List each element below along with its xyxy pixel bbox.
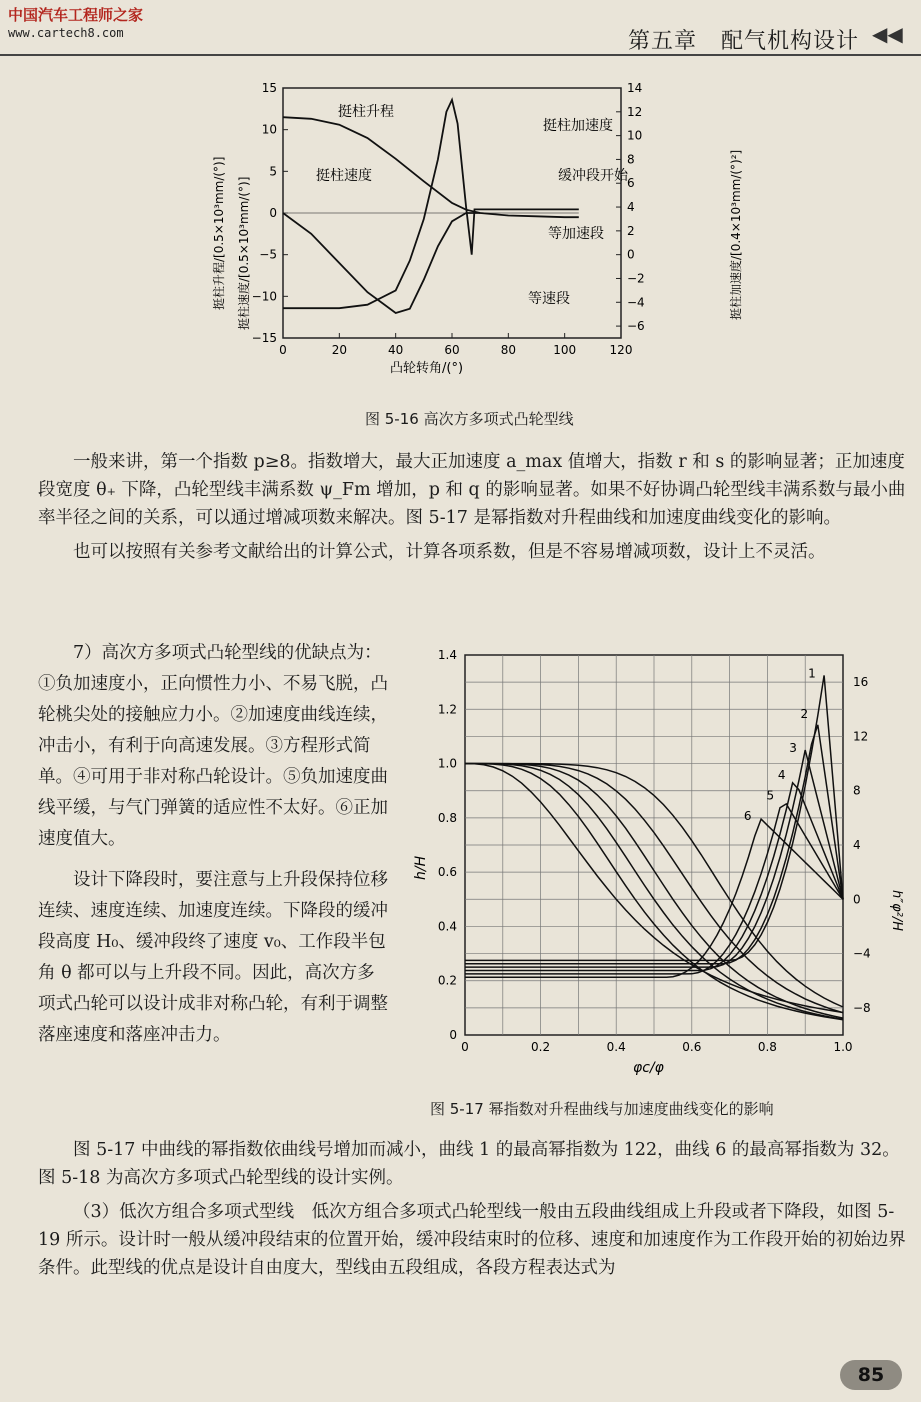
y-tick-label-517: 1.0 bbox=[437, 756, 457, 771]
y-tick-label-517: 0.2 bbox=[437, 973, 457, 988]
y-tick-label-517: 1.2 bbox=[437, 702, 457, 717]
left-tick-label: −10 bbox=[251, 289, 277, 304]
paragraph-2: 也可以按照有关参考文献给出的计算公式，计算各项系数，但是不容易增减项数，设计上不灵活。 bbox=[73, 542, 826, 562]
y-tick-label-517: 0.8 bbox=[437, 810, 457, 825]
curve-label-4: 4 bbox=[777, 768, 786, 783]
x-tick-label-517: 0 bbox=[461, 1040, 469, 1054]
chapter-number: 第五章 bbox=[628, 29, 698, 54]
annotation-accel: 挺柱加速度 bbox=[543, 118, 613, 134]
right-tick-label: −6 bbox=[627, 319, 645, 334]
left-tick-label: 15 bbox=[261, 81, 277, 95]
annotation-buffer-start: 缓冲段开始 bbox=[558, 168, 628, 184]
left-tick-label: −5 bbox=[259, 247, 277, 262]
x-tick-label: 20 bbox=[331, 343, 347, 357]
y-tick-label-517: 0.4 bbox=[437, 919, 457, 934]
annotation-lift: 挺柱升程 bbox=[338, 104, 394, 120]
watermark-url[interactable]: www.cartech8.com bbox=[8, 26, 124, 40]
annotation-velocity: 挺柱速度 bbox=[316, 168, 372, 184]
curve-label-1: 1 bbox=[808, 666, 816, 681]
x-tick-label: 120 bbox=[609, 343, 633, 357]
right-axis-label-accel: 挺柱加速度/[0.4×10³mm/(°)²] bbox=[729, 149, 743, 320]
x-tick-label-517: 1.0 bbox=[833, 1040, 853, 1054]
body-block-top bbox=[38, 448, 914, 566]
right-tick-label: −4 bbox=[627, 295, 645, 310]
annotation-const-speed: 等速段 bbox=[528, 291, 570, 307]
x-tick-label-517: 0.8 bbox=[757, 1040, 777, 1054]
x-axis-label-517: φc/φ bbox=[633, 1060, 664, 1076]
figure-5-16 bbox=[200, 60, 760, 400]
curve-label-3: 3 bbox=[789, 741, 797, 755]
left-axis-label-lift: 挺柱升程/[0.5×10³mm/(°)] bbox=[212, 156, 226, 310]
right-tick-label: 4 bbox=[627, 200, 635, 215]
x-tick-label: 80 bbox=[500, 343, 516, 357]
x-axis-label: 凸轮转角/(°) bbox=[390, 361, 464, 376]
paragraph-6: （3）低次方组合多项式型线 低次方组合多项式凸轮型线一般由五段曲线组成上升段或者下降段，如图 5-19 所示。设计时一般从缓冲段结束的位置开始，缓冲段结束时的位移、速度和加速度作为工作段开始的初始边界条件。此型线的优点是设计自由度大，型线由五段组成，各段方程表达式为 bbox=[38, 1202, 906, 1278]
running-header bbox=[628, 24, 859, 55]
y2-tick-label-517: 12 bbox=[853, 729, 869, 744]
right-tick-label: 0 bbox=[627, 247, 635, 262]
right-tick-label: −2 bbox=[627, 271, 645, 286]
x-tick-label-517: 0.6 bbox=[682, 1040, 702, 1054]
curve-label-2: 2 bbox=[800, 707, 809, 722]
body-block-left bbox=[38, 638, 390, 1051]
y2-tick-label-517: 16 bbox=[853, 675, 869, 690]
y2-tick-label-517: −8 bbox=[853, 1000, 871, 1015]
figure-5-16-caption: 图 5-16 高次方多项式凸轮型线 bbox=[365, 410, 574, 428]
paragraph-1: 一般来讲，第一个指数 p≥8。指数增大，最大正加速度 a_max 值增大，指数 r 和 s 的影响显著；正加速度段宽度 θ₊ 下降，凸轮型线丰满系数 ψ_Fm 增加，p 和 q 的影响显著。如果不好协调凸轮型线丰满系数与最小曲率半径之间的关系，可以通过增减项数来解决。图 5-17 是幂指数对升程曲线和加速度曲线变化的影响。 bbox=[38, 452, 906, 528]
x-tick-label: 100 bbox=[553, 343, 577, 357]
figure-5-17-caption: 图 5-17 幂指数对升程曲线与加速度曲线变化的影响 bbox=[430, 1100, 774, 1118]
y-tick-label-517: 1.4 bbox=[437, 648, 457, 662]
right-tick-label: 10 bbox=[627, 128, 643, 143]
left-tick-label: −15 bbox=[251, 331, 277, 345]
chapter-title: 配气机构设计 bbox=[721, 29, 860, 54]
x-tick-label: 60 bbox=[444, 343, 460, 357]
right-tick-label: 2 bbox=[627, 223, 635, 238]
y-tick-label-517: 0.6 bbox=[437, 865, 457, 880]
left-tick-label: 5 bbox=[269, 164, 277, 179]
paragraph-5: 图 5-17 中曲线的幂指数依曲线号增加而减小，曲线 1 的最高幂指数为 122，曲线 6 的最高幂指数为 32。图 5-18 为高次方多项式凸轮型线的设计实例。 bbox=[38, 1140, 900, 1188]
y2-axis-label-517: h″φ²/H bbox=[889, 890, 904, 932]
right-tick-label: 8 bbox=[627, 152, 635, 167]
right-tick-label: 12 bbox=[627, 104, 643, 119]
y2-tick-label-517: −4 bbox=[853, 946, 871, 961]
figure-5-17 bbox=[405, 640, 905, 1090]
y2-tick-label-517: 0 bbox=[853, 892, 861, 907]
paragraph-4: 设计下降段时，要注意与上升段保持位移连续、速度连续、加速度连续。下降段的缓冲段高度 H₀、缓冲段终了速度 v₀、工作段半包角 θ 都可以与上升段不同。因此，高次方多项式凸轮可以设计成非对称凸轮，有利于调整落座速度和落座冲击力。 bbox=[38, 870, 388, 1045]
y-tick-label-517: 0 bbox=[449, 1028, 457, 1042]
left-tick-label: 0 bbox=[269, 206, 277, 220]
x-tick-label-517: 0.4 bbox=[606, 1040, 626, 1054]
annotation-const-accel: 等加速段 bbox=[548, 226, 604, 242]
x-tick-label-517: 0.2 bbox=[531, 1040, 551, 1054]
page-number: 85 bbox=[840, 1360, 902, 1390]
header-arrow-icon: ◀◀ bbox=[872, 22, 903, 46]
paragraph-3: 7）高次方多项式凸轮型线的优缺点为：①负加速度小，正向惯性力小、不易飞脱，凸轮桃尖处的接触应力小。②加速度曲线连续，冲击小，有利于向高速发展。③方程形式简单。④可用于非对称凸轮设计。⑤负加速度曲线平缓，与气门弹簧的适应性不太好。⑥正加速度值大。 bbox=[38, 643, 388, 849]
y2-tick-label-517: 8 bbox=[853, 783, 861, 798]
y-axis-label-517: h/H bbox=[413, 855, 429, 880]
x-tick-label: 0 bbox=[279, 343, 287, 357]
right-tick-label: 6 bbox=[627, 176, 635, 191]
left-tick-label: 10 bbox=[261, 122, 277, 137]
header-rule bbox=[0, 54, 921, 56]
left-axis-label-velocity: 挺柱速度/[0.5×10³mm/(°)] bbox=[237, 176, 251, 330]
x-tick-label: 40 bbox=[388, 343, 404, 357]
series-line-挺柱加速度 bbox=[283, 100, 579, 308]
curve-label-5: 5 bbox=[766, 788, 775, 803]
right-tick-label: 14 bbox=[627, 81, 643, 95]
y2-tick-label-517: 4 bbox=[853, 838, 861, 852]
watermark-title: 中国汽车工程师之家 bbox=[8, 6, 144, 24]
curve-label-6: 6 bbox=[743, 808, 752, 823]
body-block-bottom bbox=[38, 1136, 914, 1282]
